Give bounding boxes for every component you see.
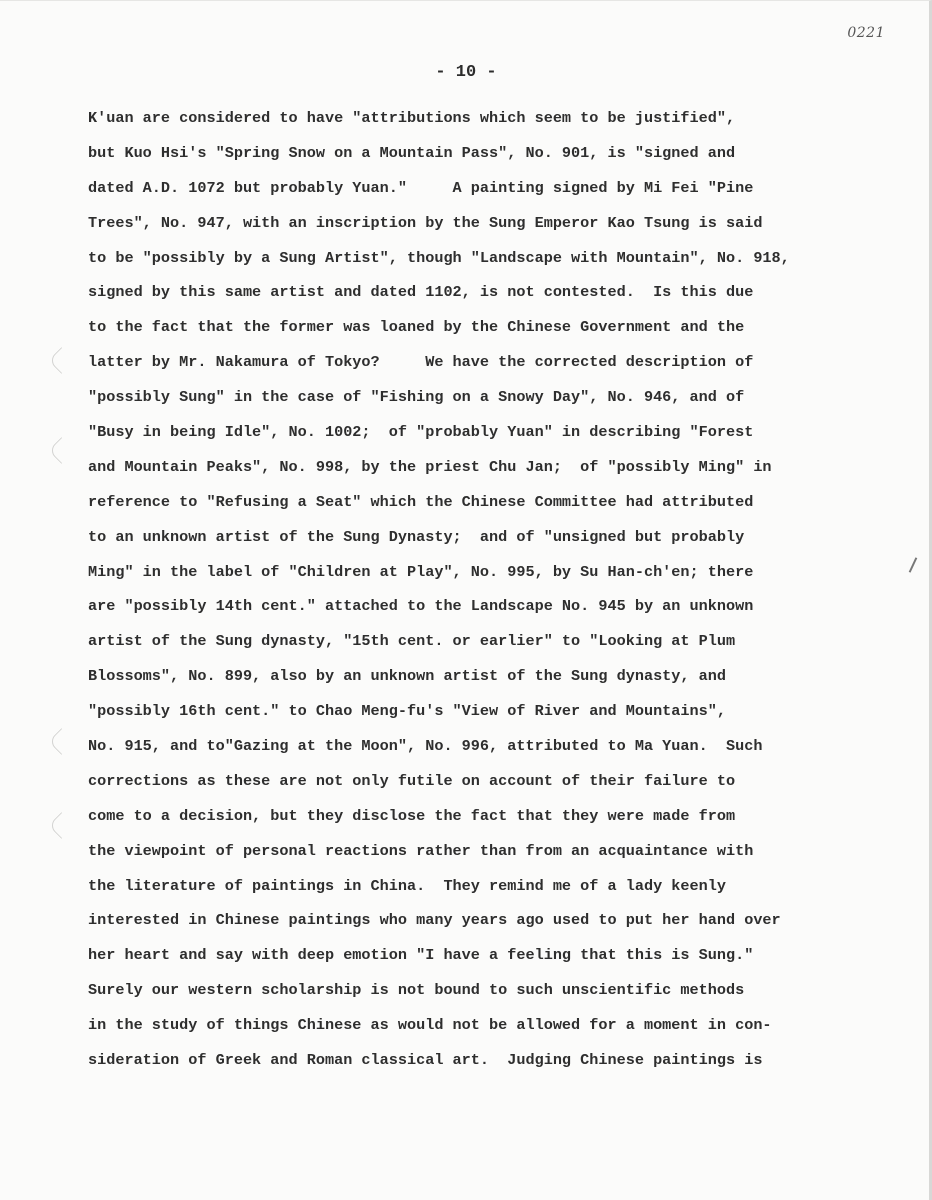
text-line: "possibly Sung" in the case of "Fishing on a Snowy Day", No. 946, and of [88, 388, 745, 407]
text-line: to an unknown artist of the Sung Dynasty; and of "unsigned but probably [88, 527, 745, 546]
text-line: interested in Chinese paintings who many years ago used to put her hand over [88, 911, 781, 930]
text-line: signed by this same artist and dated 1102, is not contested. Is this due [88, 283, 754, 302]
text-line: are "possibly 14th cent." attached to the Landscape No. 945 by an unknown [88, 597, 754, 616]
text-line: artist of the Sung dynasty, "15th cent. or earlier" to "Looking at Plum [88, 632, 736, 651]
text-line: "Busy in being Idle", No. 1002; of "probably Yuan" in describing "Forest [88, 423, 754, 442]
text-line: come to a decision, but they disclose the fact that they were made from [88, 806, 736, 825]
text-line: K'uan are considered to have "attributions which seem to be justified", [88, 109, 736, 127]
archive-number: 0221 [847, 25, 885, 41]
text-line: the viewpoint of personal reactions rather than from an acquaintance with [88, 841, 754, 860]
text-line: and Mountain Peaks", No. 998, by the priest Chu Jan; of "possibly Ming" in [88, 457, 772, 476]
text-line: No. 915, and to"Gazing at the Moon", No. 996, attributed to Ma Yuan. Such [88, 737, 763, 756]
text-line: dated A.D. 1072 but probably Yuan." A painting signed by Mi Fei "Pine [88, 178, 754, 197]
margin-pencil-mark [909, 557, 918, 572]
punch-hole-mark [48, 728, 75, 755]
text-line: reference to "Refusing a Seat" which the Chinese Committee had attributed [88, 492, 754, 511]
text-line: to the fact that the former was loaned by the Chinese Government and the [88, 318, 745, 337]
text-line: "possibly 16th cent." to Chao Meng-fu's "View of River and Mountains", [88, 702, 726, 721]
text-line: corrections as these are not only futile on account of their failure to [88, 771, 736, 790]
page-number: - 10 - [435, 63, 497, 82]
text-line: to be "possibly by a Sung Artist", though "Landscape with Mountain", No. 918, [88, 248, 790, 267]
punch-hole-mark [48, 812, 75, 839]
text-line: Blossoms", No. 899, also by an unknown artist of the Sung dynasty, and [88, 667, 726, 686]
text-line: Trees", No. 947, with an inscription by the Sung Emperor Kao Tsung is said [88, 213, 763, 232]
punch-hole-mark [48, 437, 75, 464]
text-line: sideration of Greek and Roman classical art. Judging Chinese paintings is [88, 1051, 763, 1070]
punch-hole-mark [48, 347, 75, 374]
text-line: in the study of things Chinese as would not be allowed for a moment in con- [88, 1016, 772, 1035]
typed-body-text [88, 105, 888, 1082]
text-line: Ming" in the label of "Children at Play", No. 995, by Su Han-ch'en; there [88, 562, 754, 581]
text-line: the literature of paintings in China. They remind me of a lady keenly [88, 876, 726, 895]
text-line: but Kuo Hsi's "Spring Snow on a Mountain Pass", No. 901, is "signed and [88, 143, 736, 162]
text-line: Surely our western scholarship is not bound to such unscientific methods [88, 981, 745, 1000]
text-line: latter by Mr. Nakamura of Tokyo? We have the corrected description of [88, 353, 754, 372]
text-line: her heart and say with deep emotion "I have a feeling that this is Sung." [88, 946, 754, 965]
